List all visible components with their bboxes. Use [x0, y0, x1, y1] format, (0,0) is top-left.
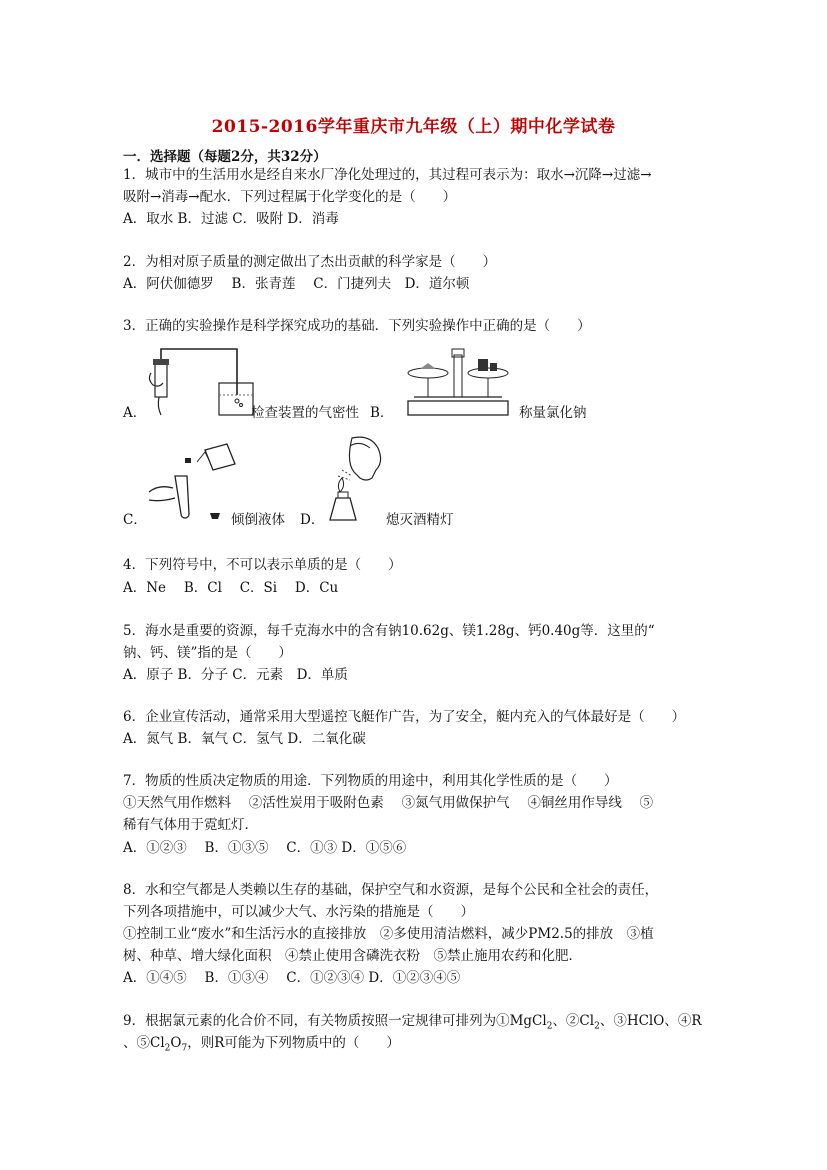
- question-8-line-2: 下列各项措施中，可以减少大气、水污染的措施是（ ）: [123, 904, 474, 920]
- question-5-line-1: 5．海水是重要的资源，每千克海水中的含有钠10.62g、镁1.28g、钙0.40g等．这里的“: [123, 623, 655, 639]
- q3-option-a-text: 检查装置的气密性: [251, 405, 359, 421]
- question-1-line-1: 1．城市中的生活用水是经自来水厂净化处理过的，其过程可表示为：取水→沉降→过滤→: [123, 167, 652, 183]
- question-1-options: A．取水 B．过滤 C．吸附 D．消毒: [123, 211, 339, 227]
- balance-scale-figure: [402, 345, 514, 420]
- question-9-line-1: 9．根据氯元素的化合价不同，有关物质按照一定规律可排列为①MgCl$_2$、$②Cl_2$、③HClO、④R: [123, 1013, 702, 1032]
- question-9-line-2: 、$⑤Cl_2O_7$，则R可能为下列物质中的（ ）: [123, 1035, 400, 1054]
- pouring-liquid-figure: [145, 440, 240, 520]
- question-7-options: A．①②③ B．①③⑤ C．①③ D．①⑤⑥: [123, 840, 407, 856]
- question-7-line-1: 7．物质的性质决定物质的用途．下列物质的用途中，利用其化学性质的是（ ）: [123, 773, 618, 789]
- question-8-line-3: ①控制工业“废水”和生活污水的直接排放 ②多使用清洁燃料，减少PM2.5的排放 ③植: [123, 926, 654, 942]
- q3-option-b-label: B．: [370, 405, 394, 421]
- bottle-stopper-icon: [209, 511, 221, 521]
- q3-option-d-label: D．: [300, 512, 325, 528]
- blowing-out-alcohol-lamp-figure: [322, 432, 387, 524]
- question-6-options: A．氮气 B．氧气 C．氢气 D．二氧化碳: [123, 731, 366, 747]
- section-heading: 一．选择题（每题2分，共32分）: [123, 149, 327, 165]
- question-3-stem: 3．正确的实验操作是科学探究成功的基础．下列实验操作中正确的是（ ）: [123, 318, 591, 334]
- question-7-line-3: 稀有气体用于霓虹灯．: [123, 817, 258, 833]
- q3-option-b-text: 称量氯化钠: [519, 405, 587, 421]
- question-2-options: A．阿伏伽德罗 B．张青莲 C．门捷列夫 D．道尔顿: [123, 276, 470, 292]
- q3-option-a-label: A．: [123, 405, 147, 421]
- question-8-options: A．①④⑤ B．①③④ C．①②③④ D．①②③④⑤: [123, 970, 461, 986]
- question-2-stem: 2．为相对原子质量的测定做出了杰出贡献的科学家是（ ）: [123, 254, 497, 270]
- page-title: 2015-2016学年重庆市九年级（上）期中化学试卷: [211, 117, 616, 137]
- question-4-stem: 4．下列符号中，不可以表示单质的是（ ）: [123, 557, 402, 573]
- question-8-line-1: 8．水和空气都是人类赖以生存的基础，保护空气和水资源，是每个公民和全社会的责任，: [123, 882, 659, 898]
- q3-option-c-text: 倾倒液体: [231, 512, 285, 528]
- question-1-line-2: 吸附→消毒→配水．下列过程属于化学变化的是（ ）: [123, 189, 457, 205]
- q3-option-c-label: C．: [123, 512, 147, 528]
- question-4-options: A．Ne B．Cl C．Si D．Cu: [123, 580, 339, 596]
- question-7-line-2: ①天然气用作燃料 ②活性炭用于吸附色素 ③氮气用做保护气 ④铜丝用作导线 ⑤: [123, 795, 654, 811]
- question-6-stem: 6．企业宣传活动，通常采用大型遥控飞艇作广告，为了安全，艇内充入的气体最好是（ ）: [123, 709, 686, 725]
- question-5-line-2: 钠、钙、镁”指的是（ ）: [123, 645, 292, 661]
- q3-option-d-text: 熄灭酒精灯: [386, 512, 454, 528]
- question-8-line-4: 树、种草、增大绿化面积 ④禁止使用含磷洗衣粉 ⑤禁止施用农药和化肥．: [123, 948, 582, 964]
- airtightness-check-figure: [145, 343, 255, 418]
- question-5-options: A．原子 B．分子 C．元素 D．单质: [123, 667, 348, 683]
